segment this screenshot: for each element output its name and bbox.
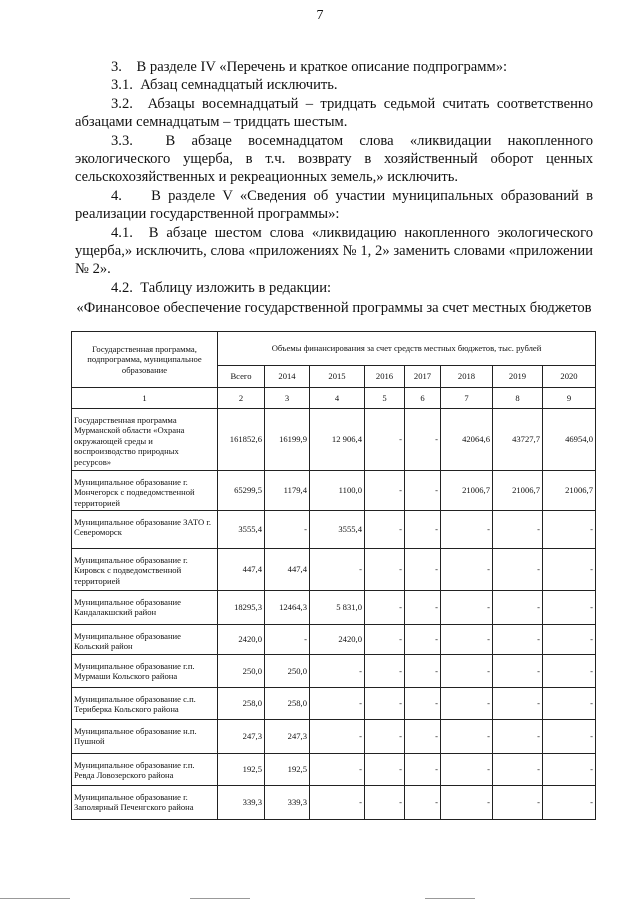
row-value: 12464,3 bbox=[265, 591, 310, 625]
column-number: 3 bbox=[265, 388, 310, 409]
row-value: - bbox=[493, 591, 543, 625]
row-value: - bbox=[441, 591, 493, 625]
row-value: 46954,0 bbox=[543, 409, 596, 471]
row-value: - bbox=[441, 549, 493, 591]
document-body bbox=[75, 58, 593, 318]
row-value: - bbox=[543, 655, 596, 688]
row-value: - bbox=[493, 549, 543, 591]
row-value: - bbox=[405, 720, 441, 754]
table-row bbox=[72, 754, 596, 786]
row-value: 247,3 bbox=[265, 720, 310, 754]
row-value: 339,3 bbox=[218, 786, 265, 820]
header-year: 2018 bbox=[441, 366, 493, 388]
financing-table bbox=[71, 331, 596, 820]
row-value: 192,5 bbox=[218, 754, 265, 786]
row-value: 250,0 bbox=[265, 655, 310, 688]
row-name: Муниципальное образование Кольский район bbox=[72, 625, 218, 655]
row-value: 18295,3 bbox=[218, 591, 265, 625]
table-row bbox=[72, 786, 596, 820]
row-value: 3555,4 bbox=[310, 511, 365, 549]
paragraph: 4.1. В абзаце шестом слова «ликвидацию накопленного экологического ущерба,» исключить, слова «приложениях № 1, 2» заменить словами «приложении № 2». bbox=[75, 224, 593, 278]
header-year: 2017 bbox=[405, 366, 441, 388]
row-name: Муниципальное образование н.п. Пушной bbox=[72, 720, 218, 754]
table-row bbox=[72, 720, 596, 754]
table-title: «Финансовое обеспечение государственной программы за счет местных бюджетов bbox=[76, 300, 592, 317]
row-value: - bbox=[405, 591, 441, 625]
row-value: 447,4 bbox=[265, 549, 310, 591]
row-value: - bbox=[365, 511, 405, 549]
row-value: 21006,7 bbox=[493, 471, 543, 511]
row-value: - bbox=[493, 688, 543, 720]
row-value: - bbox=[441, 720, 493, 754]
column-number: 6 bbox=[405, 388, 441, 409]
row-value: 12 906,4 bbox=[310, 409, 365, 471]
row-value: 21006,7 bbox=[441, 471, 493, 511]
row-value: - bbox=[365, 591, 405, 625]
paragraph: 4.2. Таблицу изложить в редакции: bbox=[111, 279, 332, 296]
row-value: 447,4 bbox=[218, 549, 265, 591]
row-value: - bbox=[493, 655, 543, 688]
column-number: 9 bbox=[543, 388, 596, 409]
table-row bbox=[72, 688, 596, 720]
row-value: 2420,0 bbox=[218, 625, 265, 655]
row-value: - bbox=[543, 786, 596, 820]
row-name: Муниципальное образование г. Мончегорск с подведомственной территорией bbox=[72, 471, 218, 511]
row-value: 5 831,0 bbox=[310, 591, 365, 625]
header-year: 2016 bbox=[365, 366, 405, 388]
row-value: - bbox=[405, 549, 441, 591]
row-value: - bbox=[441, 688, 493, 720]
row-value: - bbox=[365, 625, 405, 655]
row-value: - bbox=[365, 471, 405, 511]
column-number: 2 bbox=[218, 388, 265, 409]
table-row bbox=[72, 655, 596, 688]
row-value: 42064,6 bbox=[441, 409, 493, 471]
column-number: 5 bbox=[365, 388, 405, 409]
row-value: - bbox=[365, 754, 405, 786]
table-row bbox=[72, 409, 596, 471]
header-year: 2014 bbox=[265, 366, 310, 388]
table-row bbox=[72, 511, 596, 549]
header-program: Государственная программа, подпрограмма, муниципальное образование bbox=[72, 332, 218, 388]
paragraph: 3.3. В абзаце восемнадцатом слова «ликвидации накопленного экологического ущерба, в т.ч. возврату в хозяйственный оборот ценных сельскохозяйственных и рекреационных земель,» исключить. bbox=[75, 132, 593, 186]
row-value: - bbox=[310, 720, 365, 754]
row-value: - bbox=[543, 688, 596, 720]
footer-rule bbox=[0, 898, 70, 899]
row-value: - bbox=[405, 625, 441, 655]
header-year: 2015 bbox=[310, 366, 365, 388]
row-name: Муниципальное образование Кандалакшский район bbox=[72, 591, 218, 625]
row-value: - bbox=[365, 688, 405, 720]
row-value: 65299,5 bbox=[218, 471, 265, 511]
row-value: - bbox=[441, 754, 493, 786]
row-value: 3555,4 bbox=[218, 511, 265, 549]
table-body bbox=[72, 409, 596, 820]
row-value: - bbox=[365, 720, 405, 754]
row-value: 247,3 bbox=[218, 720, 265, 754]
row-value: - bbox=[441, 625, 493, 655]
row-value: 339,3 bbox=[265, 786, 310, 820]
column-number: 7 bbox=[441, 388, 493, 409]
page-number: 7 bbox=[316, 8, 324, 23]
table-row bbox=[72, 591, 596, 625]
row-value: - bbox=[543, 591, 596, 625]
row-name: Муниципальное образование г. Заполярный Печенгского района bbox=[72, 786, 218, 820]
row-value: - bbox=[543, 754, 596, 786]
row-value: 161852,6 bbox=[218, 409, 265, 471]
header-year: 2019 bbox=[493, 366, 543, 388]
header-year: Всего bbox=[218, 366, 265, 388]
row-value: - bbox=[405, 409, 441, 471]
row-value: - bbox=[543, 511, 596, 549]
row-value: - bbox=[310, 688, 365, 720]
row-value: - bbox=[365, 549, 405, 591]
row-name: Государственная программа Мурманской области «Охрана окружающей среды и воспроизводство природных ресурсов» bbox=[72, 409, 218, 471]
row-value: - bbox=[493, 754, 543, 786]
table-row bbox=[72, 549, 596, 591]
row-value: 16199,9 bbox=[265, 409, 310, 471]
row-value: - bbox=[405, 786, 441, 820]
row-value: - bbox=[441, 655, 493, 688]
row-value: - bbox=[405, 655, 441, 688]
row-value: 250,0 bbox=[218, 655, 265, 688]
footer-rule bbox=[190, 898, 250, 899]
row-value: - bbox=[493, 625, 543, 655]
row-value: - bbox=[493, 786, 543, 820]
row-value: 1100,0 bbox=[310, 471, 365, 511]
header-financing: Объемы финансирования за счет средств местных бюджетов, тыс. рублей bbox=[218, 332, 596, 366]
row-value: - bbox=[405, 511, 441, 549]
column-number: 1 bbox=[72, 388, 218, 409]
paragraph-list bbox=[75, 58, 593, 297]
row-value: 258,0 bbox=[265, 688, 310, 720]
row-name: Муниципальное образование г.п. Мурмаши Кольского района bbox=[72, 655, 218, 688]
row-value: - bbox=[310, 549, 365, 591]
row-value: - bbox=[405, 754, 441, 786]
row-value: - bbox=[265, 625, 310, 655]
row-name: Муниципальное образование г. Кировск с подведомственной территорией bbox=[72, 549, 218, 591]
row-value: - bbox=[441, 786, 493, 820]
row-value: - bbox=[310, 786, 365, 820]
row-value: 1179,4 bbox=[265, 471, 310, 511]
header-year: 2020 bbox=[543, 366, 596, 388]
column-number: 8 bbox=[493, 388, 543, 409]
row-value: - bbox=[493, 720, 543, 754]
row-value: 2420,0 bbox=[310, 625, 365, 655]
row-value: - bbox=[365, 655, 405, 688]
row-value: - bbox=[405, 471, 441, 511]
row-value: - bbox=[493, 511, 543, 549]
row-value: 192,5 bbox=[265, 754, 310, 786]
row-value: - bbox=[365, 786, 405, 820]
row-value: 43727,7 bbox=[493, 409, 543, 471]
row-value: - bbox=[310, 754, 365, 786]
header-column-numbers-row bbox=[72, 388, 596, 409]
row-value: - bbox=[543, 625, 596, 655]
row-value: - bbox=[365, 409, 405, 471]
row-value: - bbox=[405, 688, 441, 720]
row-value: 258,0 bbox=[218, 688, 265, 720]
row-name: Муниципальное образование с.п. Териберка Кольского района bbox=[72, 688, 218, 720]
paragraph: 4. В разделе V «Сведения об участии муниципальных образований в реализации государственной программы»: bbox=[75, 187, 593, 223]
row-name: Муниципальное образование ЗАТО г. Североморск bbox=[72, 511, 218, 549]
paragraph: 3. В разделе IV «Перечень и краткое описание подпрограмм»: bbox=[111, 59, 508, 75]
footer-rule bbox=[425, 898, 475, 899]
row-value: - bbox=[441, 511, 493, 549]
row-value: - bbox=[310, 655, 365, 688]
paragraph: 3.1. Абзац семнадцатый исключить. bbox=[111, 77, 338, 94]
row-value: - bbox=[265, 511, 310, 549]
row-value: - bbox=[543, 720, 596, 754]
row-value: - bbox=[543, 549, 596, 591]
table-row bbox=[72, 471, 596, 511]
table-row bbox=[72, 625, 596, 655]
row-name: Муниципальное образование г.п. Ревда Ловозерского района bbox=[72, 754, 218, 786]
row-value: 21006,7 bbox=[543, 471, 596, 511]
column-number: 4 bbox=[310, 388, 365, 409]
paragraph: 3.2. Абзацы восемнадцатый – тридцать седьмой считать соответственно абзацами семнадцатым – тридцать шестым. bbox=[75, 95, 593, 131]
